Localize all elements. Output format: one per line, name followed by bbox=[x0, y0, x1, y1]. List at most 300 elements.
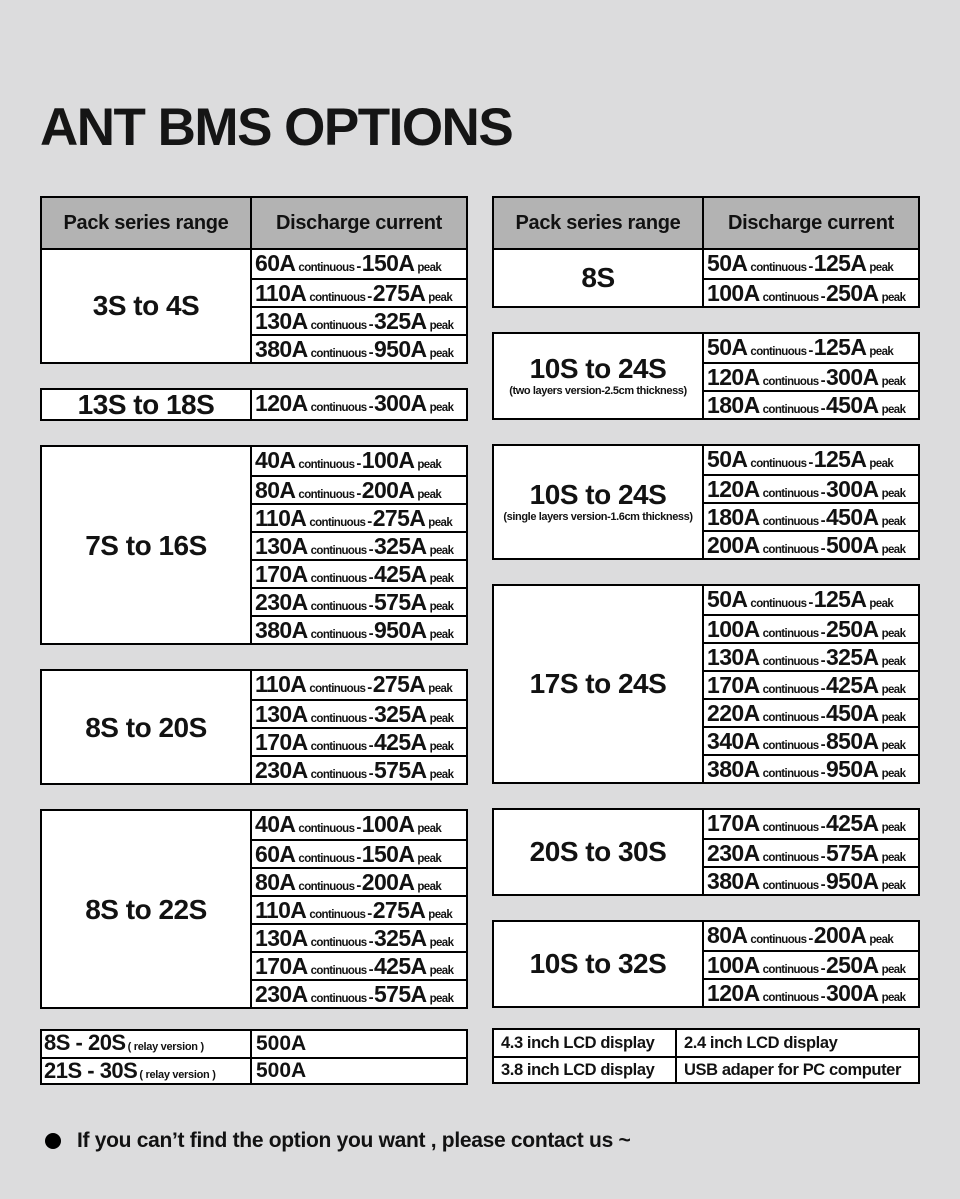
relay-table-row bbox=[42, 1057, 466, 1083]
peak-label: peak bbox=[429, 713, 454, 726]
continuous-current-value: 50A bbox=[707, 586, 748, 612]
peak-label: peak bbox=[417, 459, 442, 472]
continuous-current-value: 40A bbox=[255, 447, 296, 474]
peak-current-value: 300A bbox=[373, 390, 427, 416]
continuous-label: continuous bbox=[762, 740, 819, 752]
dash-separator: - bbox=[820, 848, 825, 865]
dash-separator: - bbox=[368, 765, 373, 783]
peak-label: peak bbox=[428, 683, 453, 696]
discharge-current-row bbox=[704, 474, 918, 502]
continuous-label: continuous bbox=[310, 545, 367, 558]
pack-group bbox=[40, 445, 468, 645]
peak-current-value: 200A bbox=[813, 922, 867, 948]
peak-label: peak bbox=[428, 292, 453, 304]
peak-current-value: 275A bbox=[372, 280, 426, 306]
dash-separator: - bbox=[820, 988, 825, 1005]
pack-range-cell bbox=[42, 390, 252, 419]
peak-current-value: 450A bbox=[825, 392, 879, 418]
continuous-current-value: 130A bbox=[255, 308, 308, 334]
continuous-current-value: 100A bbox=[707, 616, 760, 642]
peak-current-value: 275A bbox=[372, 671, 426, 698]
continuous-current-value: 130A bbox=[255, 925, 308, 952]
peak-label: peak bbox=[417, 853, 442, 866]
dash-separator: - bbox=[808, 342, 813, 359]
continuous-current-value: 220A bbox=[707, 700, 760, 726]
continuous-current-value: 110A bbox=[255, 897, 307, 924]
dash-separator: - bbox=[356, 877, 361, 895]
discharge-current-row bbox=[704, 362, 918, 390]
peak-label: peak bbox=[429, 937, 454, 950]
pack-range-cell bbox=[42, 811, 252, 1007]
peak-current-value: 200A bbox=[361, 869, 415, 896]
peak-label: peak bbox=[881, 404, 906, 416]
continuous-current-value: 170A bbox=[255, 729, 308, 756]
peak-label: peak bbox=[429, 348, 454, 360]
continuous-label: continuous bbox=[310, 573, 367, 586]
discharge-current-row bbox=[252, 278, 466, 306]
peak-label: peak bbox=[881, 376, 906, 388]
dash-separator: - bbox=[368, 625, 373, 643]
peak-label: peak bbox=[881, 544, 906, 556]
page-title: ANT BMS OPTIONS bbox=[40, 98, 513, 157]
continuous-current-value: 110A bbox=[255, 280, 307, 306]
discharge-current-row bbox=[252, 559, 466, 587]
continuous-current-value: 180A bbox=[707, 392, 760, 418]
footer-note bbox=[40, 1129, 920, 1153]
peak-label: peak bbox=[428, 909, 453, 922]
continuous-label: continuous bbox=[762, 822, 819, 834]
peak-current-value: 325A bbox=[373, 701, 427, 728]
discharge-current-row bbox=[252, 531, 466, 559]
pack-group bbox=[40, 388, 468, 421]
bullet-icon bbox=[45, 1133, 61, 1149]
dash-separator: - bbox=[367, 288, 372, 305]
continuous-label: continuous bbox=[298, 459, 355, 472]
peak-label: peak bbox=[881, 740, 906, 752]
dash-separator: - bbox=[368, 398, 373, 415]
discharge-current-row bbox=[252, 615, 466, 643]
peak-current-value: 950A bbox=[825, 868, 879, 894]
pack-group bbox=[40, 809, 468, 1009]
peak-label: peak bbox=[429, 320, 454, 332]
peak-current-value: 125A bbox=[813, 334, 867, 360]
dash-separator: - bbox=[368, 316, 373, 333]
peak-current-value: 950A bbox=[373, 617, 427, 644]
continuous-label: continuous bbox=[310, 965, 367, 978]
continuous-current-value: 200A bbox=[707, 532, 760, 558]
pack-range-label: 8S to 20S bbox=[85, 711, 207, 743]
left-column bbox=[40, 196, 468, 1085]
pack-range-cell bbox=[494, 250, 704, 306]
continuous-current-value: 100A bbox=[707, 952, 760, 978]
dash-separator: - bbox=[368, 737, 373, 755]
left-groups bbox=[40, 248, 468, 1009]
continuous-current-value: 80A bbox=[707, 922, 748, 948]
table-columns bbox=[40, 196, 920, 1085]
dash-separator: - bbox=[356, 485, 361, 503]
discharge-current-column bbox=[252, 447, 466, 643]
peak-current-value: 425A bbox=[825, 672, 879, 698]
accessory-item: 2.4 inch LCD display bbox=[684, 1033, 838, 1052]
peak-label: peak bbox=[429, 741, 454, 754]
dash-separator: - bbox=[368, 597, 373, 615]
peak-label: peak bbox=[881, 684, 906, 696]
continuous-current-value: 180A bbox=[707, 504, 760, 530]
discharge-current-row bbox=[704, 334, 918, 362]
continuous-label: continuous bbox=[309, 517, 366, 530]
continuous-current-value: 230A bbox=[707, 840, 760, 866]
continuous-current-value: 120A bbox=[255, 390, 308, 416]
dash-separator: - bbox=[820, 484, 825, 501]
continuous-current-value: 50A bbox=[707, 334, 748, 360]
continuous-current-value: 170A bbox=[255, 953, 308, 980]
relay-range-label: 21S - 30S bbox=[44, 1059, 138, 1084]
continuous-label: continuous bbox=[762, 992, 819, 1004]
discharge-current-row bbox=[252, 895, 466, 923]
continuous-label: continuous bbox=[762, 376, 819, 388]
continuous-current-value: 230A bbox=[255, 589, 308, 616]
peak-current-value: 100A bbox=[361, 811, 415, 838]
right-column bbox=[492, 196, 920, 1085]
peak-label: peak bbox=[881, 516, 906, 528]
relay-version-note: ( relay version ) bbox=[139, 1069, 216, 1082]
discharge-current-row bbox=[252, 979, 466, 1007]
continuous-current-value: 60A bbox=[255, 841, 296, 868]
header-pack-series-range: Pack series range bbox=[494, 198, 704, 248]
dash-separator: - bbox=[820, 288, 825, 305]
discharge-current-row bbox=[252, 447, 466, 475]
discharge-current-row bbox=[704, 922, 918, 950]
dash-separator: - bbox=[820, 708, 825, 725]
continuous-current-value: 130A bbox=[255, 533, 308, 560]
discharge-current-row bbox=[704, 642, 918, 670]
peak-label: peak bbox=[417, 262, 442, 274]
pack-range-label: 8S bbox=[581, 262, 615, 294]
accessory-item: 4.3 inch LCD display bbox=[494, 1030, 677, 1056]
header-pack-series-range: Pack series range bbox=[42, 198, 252, 248]
dash-separator: - bbox=[368, 709, 373, 727]
peak-current-value: 850A bbox=[825, 728, 879, 754]
discharge-current-row bbox=[252, 727, 466, 755]
discharge-current-row bbox=[252, 671, 466, 699]
relay-current-value: 500A bbox=[256, 1059, 307, 1083]
dash-separator: - bbox=[820, 624, 825, 641]
discharge-current-column bbox=[252, 250, 466, 362]
peak-label: peak bbox=[429, 601, 454, 614]
pack-group bbox=[40, 669, 468, 785]
continuous-label: continuous bbox=[750, 262, 807, 274]
accessories-table bbox=[492, 1028, 920, 1084]
continuous-label: continuous bbox=[762, 628, 819, 640]
peak-label: peak bbox=[429, 965, 454, 978]
discharge-current-row bbox=[252, 587, 466, 615]
discharge-current-row bbox=[252, 923, 466, 951]
continuous-label: continuous bbox=[762, 292, 819, 304]
discharge-current-row bbox=[704, 502, 918, 530]
peak-current-value: 125A bbox=[813, 446, 867, 472]
peak-label: peak bbox=[881, 992, 906, 1004]
continuous-current-value: 80A bbox=[255, 869, 296, 896]
peak-current-value: 325A bbox=[373, 533, 427, 560]
continuous-label: continuous bbox=[762, 656, 819, 668]
pack-range-cell bbox=[494, 586, 704, 782]
discharge-current-row bbox=[704, 614, 918, 642]
peak-label: peak bbox=[881, 292, 906, 304]
discharge-current-row bbox=[252, 811, 466, 839]
peak-label: peak bbox=[869, 598, 894, 610]
pack-range-label: 8S to 22S bbox=[85, 893, 207, 925]
discharge-current-row bbox=[704, 754, 918, 782]
discharge-current-row bbox=[252, 951, 466, 979]
pack-range-label: 3S to 4S bbox=[92, 290, 200, 322]
peak-current-value: 425A bbox=[373, 729, 427, 756]
peak-label: peak bbox=[429, 993, 454, 1006]
peak-label: peak bbox=[429, 545, 454, 558]
continuous-label: continuous bbox=[762, 488, 819, 500]
peak-current-value: 575A bbox=[373, 757, 427, 784]
dash-separator: - bbox=[820, 680, 825, 697]
discharge-current-row bbox=[704, 726, 918, 754]
peak-label: peak bbox=[869, 262, 894, 274]
peak-label: peak bbox=[429, 769, 454, 782]
continuous-current-value: 380A bbox=[255, 336, 308, 362]
dash-separator: - bbox=[808, 454, 813, 471]
peak-current-value: 150A bbox=[361, 841, 415, 868]
pack-range-cell bbox=[494, 810, 704, 894]
peak-current-value: 500A bbox=[825, 532, 879, 558]
pack-group bbox=[492, 920, 920, 1008]
continuous-current-value: 170A bbox=[255, 561, 308, 588]
pack-range-cell bbox=[494, 446, 704, 558]
continuous-label: continuous bbox=[762, 516, 819, 528]
pack-range-cell bbox=[494, 334, 704, 418]
peak-label: peak bbox=[881, 880, 906, 892]
continuous-current-value: 230A bbox=[255, 981, 308, 1008]
continuous-label: continuous bbox=[762, 544, 819, 556]
dash-separator: - bbox=[368, 961, 373, 979]
pack-group bbox=[492, 584, 920, 784]
discharge-current-row bbox=[704, 278, 918, 306]
discharge-current-column bbox=[704, 586, 918, 782]
dash-separator: - bbox=[368, 541, 373, 559]
continuous-current-value: 170A bbox=[707, 810, 760, 836]
dash-separator: - bbox=[820, 818, 825, 835]
continuous-current-value: 40A bbox=[255, 811, 296, 838]
dash-separator: - bbox=[368, 569, 373, 587]
continuous-current-value: 380A bbox=[707, 756, 760, 782]
discharge-current-column bbox=[704, 334, 918, 418]
dash-separator: - bbox=[820, 876, 825, 893]
peak-current-value: 150A bbox=[361, 250, 415, 276]
continuous-label: continuous bbox=[750, 598, 807, 610]
peak-current-value: 575A bbox=[373, 981, 427, 1008]
relay-version-note: ( relay version ) bbox=[127, 1041, 204, 1054]
discharge-current-row bbox=[704, 670, 918, 698]
continuous-current-value: 60A bbox=[255, 250, 296, 276]
continuous-current-value: 120A bbox=[707, 364, 760, 390]
continuous-current-value: 130A bbox=[255, 701, 308, 728]
discharge-current-row bbox=[704, 950, 918, 978]
peak-current-value: 125A bbox=[813, 586, 867, 612]
accessory-item: USB adaper for PC computer bbox=[684, 1060, 901, 1079]
continuous-label: continuous bbox=[762, 880, 819, 892]
peak-current-value: 125A bbox=[813, 250, 867, 276]
pack-group bbox=[492, 444, 920, 560]
dash-separator: - bbox=[820, 652, 825, 669]
dash-separator: - bbox=[367, 679, 372, 697]
discharge-current-row bbox=[704, 978, 918, 1006]
discharge-current-row bbox=[704, 446, 918, 474]
accessories-table-row bbox=[494, 1056, 918, 1082]
peak-current-value: 575A bbox=[825, 840, 879, 866]
dash-separator: - bbox=[356, 819, 361, 837]
continuous-current-value: 120A bbox=[707, 980, 760, 1006]
relay-range-label: 8S - 20S bbox=[44, 1031, 126, 1056]
continuous-label: continuous bbox=[310, 402, 367, 414]
discharge-current-row bbox=[704, 530, 918, 558]
peak-label: peak bbox=[417, 881, 442, 894]
continuous-current-value: 130A bbox=[707, 644, 760, 670]
peak-label: peak bbox=[429, 402, 454, 414]
discharge-current-column bbox=[704, 250, 918, 306]
right-table-header bbox=[492, 196, 920, 250]
peak-label: peak bbox=[881, 712, 906, 724]
peak-current-value: 275A bbox=[372, 505, 426, 532]
continuous-label: continuous bbox=[762, 712, 819, 724]
peak-label: peak bbox=[429, 629, 454, 642]
peak-label: peak bbox=[881, 768, 906, 780]
continuous-label: continuous bbox=[310, 741, 367, 754]
continuous-current-value: 340A bbox=[707, 728, 760, 754]
dash-separator: - bbox=[820, 540, 825, 557]
dash-separator: - bbox=[808, 930, 813, 947]
discharge-current-row bbox=[252, 699, 466, 727]
peak-current-value: 425A bbox=[825, 810, 879, 836]
right-groups bbox=[492, 248, 920, 1008]
continuous-current-value: 50A bbox=[707, 446, 748, 472]
continuous-label: continuous bbox=[298, 853, 355, 866]
peak-label: peak bbox=[881, 488, 906, 500]
dash-separator: - bbox=[820, 736, 825, 753]
discharge-current-column bbox=[252, 811, 466, 1007]
discharge-current-column bbox=[704, 446, 918, 558]
peak-current-value: 325A bbox=[373, 308, 427, 334]
peak-current-value: 275A bbox=[372, 897, 426, 924]
continuous-current-value: 120A bbox=[707, 476, 760, 502]
continuous-label: continuous bbox=[298, 489, 355, 502]
peak-current-value: 325A bbox=[825, 644, 879, 670]
pack-range-cell bbox=[42, 250, 252, 362]
discharge-current-row bbox=[252, 867, 466, 895]
dash-separator: - bbox=[820, 960, 825, 977]
continuous-label: continuous bbox=[762, 684, 819, 696]
peak-current-value: 425A bbox=[373, 953, 427, 980]
pack-range-label: 20S to 30S bbox=[529, 836, 667, 868]
discharge-current-row bbox=[252, 755, 466, 783]
peak-current-value: 325A bbox=[373, 925, 427, 952]
continuous-label: continuous bbox=[310, 348, 367, 360]
continuous-current-value: 230A bbox=[255, 757, 308, 784]
pack-range-cell bbox=[42, 447, 252, 643]
peak-current-value: 950A bbox=[825, 756, 879, 782]
continuous-current-value: 100A bbox=[707, 280, 760, 306]
left-table-header bbox=[40, 196, 468, 250]
continuous-current-value: 110A bbox=[255, 505, 307, 532]
continuous-label: continuous bbox=[310, 993, 367, 1006]
continuous-label: continuous bbox=[762, 768, 819, 780]
continuous-label: continuous bbox=[298, 881, 355, 894]
relay-range-cell bbox=[42, 1031, 252, 1057]
continuous-label: continuous bbox=[310, 769, 367, 782]
pack-group bbox=[492, 248, 920, 308]
continuous-label: continuous bbox=[310, 629, 367, 642]
continuous-label: continuous bbox=[309, 909, 366, 922]
pack-range-label: 13S to 18S bbox=[77, 389, 215, 420]
peak-current-value: 250A bbox=[825, 280, 879, 306]
discharge-current-row bbox=[704, 390, 918, 418]
dash-separator: - bbox=[356, 849, 361, 867]
peak-current-value: 300A bbox=[825, 364, 879, 390]
discharge-current-row bbox=[704, 810, 918, 838]
continuous-label: continuous bbox=[310, 713, 367, 726]
pack-group bbox=[40, 248, 468, 364]
pack-range-note: (single layers version-1.6cm thickness) bbox=[503, 510, 693, 523]
continuous-current-value: 50A bbox=[707, 250, 748, 276]
discharge-current-row bbox=[704, 586, 918, 614]
pack-group bbox=[492, 808, 920, 896]
peak-current-value: 300A bbox=[825, 476, 879, 502]
continuous-current-value: 380A bbox=[255, 617, 308, 644]
dash-separator: - bbox=[820, 400, 825, 417]
discharge-current-column bbox=[704, 810, 918, 894]
discharge-current-row bbox=[252, 839, 466, 867]
accessory-item: 3.8 inch LCD display bbox=[494, 1058, 677, 1082]
continuous-current-value: 170A bbox=[707, 672, 760, 698]
peak-current-value: 300A bbox=[825, 980, 879, 1006]
peak-label: peak bbox=[417, 489, 442, 502]
pack-range-note: (two layers version-2.5cm thickness) bbox=[509, 384, 687, 397]
peak-current-value: 100A bbox=[361, 447, 415, 474]
continuous-label: continuous bbox=[298, 823, 355, 836]
dash-separator: - bbox=[820, 372, 825, 389]
continuous-label: continuous bbox=[298, 262, 355, 274]
header-discharge-current: Discharge current bbox=[727, 211, 895, 234]
peak-current-value: 425A bbox=[373, 561, 427, 588]
discharge-current-column bbox=[252, 390, 466, 419]
footer-text: If you can’t find the option you want , please contact us ~ bbox=[77, 1129, 631, 1153]
relay-table-row bbox=[42, 1031, 466, 1057]
continuous-label: continuous bbox=[309, 683, 366, 696]
discharge-current-row bbox=[252, 503, 466, 531]
discharge-current-column bbox=[252, 671, 466, 783]
discharge-current-row bbox=[252, 475, 466, 503]
peak-current-value: 250A bbox=[825, 952, 879, 978]
peak-label: peak bbox=[881, 628, 906, 640]
continuous-label: continuous bbox=[762, 852, 819, 864]
peak-label: peak bbox=[881, 852, 906, 864]
pack-range-cell bbox=[42, 671, 252, 783]
pack-range-label: 10S to 24S bbox=[529, 353, 667, 385]
continuous-label: continuous bbox=[310, 937, 367, 950]
header-discharge-current: Discharge current bbox=[275, 211, 443, 234]
peak-label: peak bbox=[869, 458, 894, 470]
relay-range-cell bbox=[42, 1059, 252, 1083]
continuous-current-value: 380A bbox=[707, 868, 760, 894]
continuous-label: continuous bbox=[310, 320, 367, 332]
relay-version-table bbox=[40, 1029, 468, 1085]
peak-current-value: 575A bbox=[373, 589, 427, 616]
continuous-label: continuous bbox=[750, 458, 807, 470]
